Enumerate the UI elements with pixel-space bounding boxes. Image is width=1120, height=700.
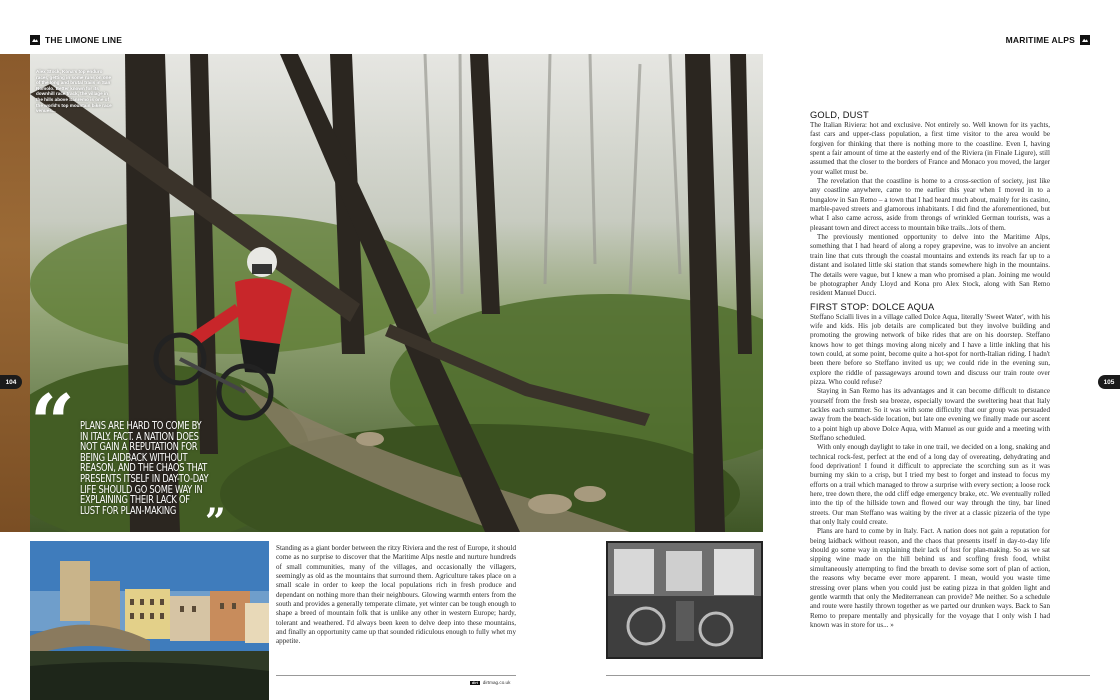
village-photo <box>30 541 269 700</box>
footer-rule-left <box>276 675 516 676</box>
mountain-logo-icon <box>1080 35 1090 45</box>
page-number-right: 105 <box>1098 375 1120 389</box>
page-number-left: 104 <box>0 375 22 389</box>
magazine-logo: dirt <box>472 680 478 685</box>
close-quote-mark: ” <box>205 501 226 532</box>
article-paragraph: Plans are hard to come by in Italy. Fact. A nation does not gain a reputation for being laidback without reason, and the chaos that presents itself in day-to-day life should go some way in explaining their lack of lust for plan-making. So as we sat sipping wine made on the hill behind us and scoffing fresh food, whilst simultaneously attempting to find the breath to devise some sort of plan of action, the reasons why became ever more apparent. I mean, would you waste time stressing over plans when you could just be eating pizza in that golden light and gentle warmth that only the Mediterranean can provide? Me neither. So a schedule and route were hastily thrown together as we parted our drunken ways. Back to San Remo to prepare mentally and physically for the voyage that I only wish I had known was in store for us... » <box>810 527 1050 629</box>
article-paragraph: With only enough daylight to take in one trail, we decided on a long, snaking and technical rock-fest, perfect at the end of a long day of overeating, dehydrating and food deprivation! I found it difficult to appreciate the scorching sun as it was burning my skin to a crisp, but I tried my best to forget and instead to focus my efforts on a trail which managed to throw a surprise with every section; a loose rock here, tree down there, the odd cliff edge emergency brake, etc. We eventually rolled into the tip of the hillside town and flowed our way through the tiny, bar lined streets. Our man Steffano was waiting by the river at a classic pizzeria of the type that only Italy could create. <box>810 443 1050 527</box>
article-column <box>810 110 1050 630</box>
article-paragraph: The Italian Riviera: hot and exclusive. Not entirely so. Well known for its yachts, fast cars and upper-class population, a first time visitor to the area would be forgiven for thinking that there is nothing more to the coastline. Even I, having spent a fair amount of time at the easterly end of the Riviera (in Finale Ligure), still assumed that the closer to the borders of France and Monaco you moved, the larger your wallet must be. <box>810 121 1050 176</box>
article-paragraph: The revelation that the coastline is home to a cross-section of society, just like any coastline anywhere, came to me earlier this year when I moved in to a bungalow in San Remo – a town that I had heard much about, mainly for its casino, marble-paved streets and glamorous inhabitants. I did find the aforementioned, but what I also came across, aside from throngs of wrinkled German tourists, was a pleasant town and direct access to mountain bike trails...lots of them. <box>810 177 1050 232</box>
section-heading-gold-dust: GOLD, DUST <box>810 110 869 120</box>
article-paragraph: Staying in San Remo has its advantages and it can become difficult to distance yourself from the fresh sea breeze, especially toward the sweltering heat that Italy tackles each summer. So it was with some difficulty that our group was persuaded away from the beach-side location, but late one evening we finally made our ascent to a point high up above Dolce Aqua, with Manuel as our guide and a meeting with Steffano scheduled. <box>810 387 1050 442</box>
photo-caption: Alex Stock, Kona's top enduro racer, getting in some runs on one of the long and brutal trails in San Romolo. Better known for its downhill race track, the village in the hills above Sanremo is one of the world's top mountain bike race venues... <box>36 69 112 114</box>
section-title-right: MARITIME ALPS <box>1005 35 1075 45</box>
village-illustration <box>30 541 269 700</box>
running-header-right <box>1006 34 1090 46</box>
mountain-logo-icon <box>30 35 40 45</box>
train-interior-photo <box>606 541 763 659</box>
folio <box>470 680 510 685</box>
open-quote-mark: “ <box>30 378 75 469</box>
train-interior-illustration <box>606 541 763 659</box>
pull-quote-text: PLANS ARE HARD TO COME BY IN ITALY. FACT. A NATION DOES NOT GAIN A REPUTATION FOR BEING LAIDBACK WITHOUT REASON, AND THE CHAOS THAT PRESENTS ITSELF IN DAY-TO-DAY LIFE SHOULD GO SOME WAY IN EXPLAINING THEIR LACK OF LUST FOR PLAN-MAKING <box>80 420 209 517</box>
section-heading-first-stop: FIRST STOP: DOLCE AQUA <box>810 301 935 312</box>
intro-paragraph: Standing as a giant border between the ritzy Riviera and the rest of Europe, it should come as no surprise to discover that the Maritime Alps nestle and nurture hundreds of small communities, many of the villages, and occasionally the villagers, seemingly as old as the mountains that surround them. Agriculture takes place on a small scale in order to keep the local populations rich in fresh produce and dependant on nothing more than their neighbours. Glowing warmth enters from the south and provides a generally temperate climate, yet winter can be tough enough to shape a breed of mountain folk that is unlike any other in western Europe; hardy, tolerant and weathered. I'd always been keen to delve deep into these mountains, and finally an opportunity came up that sounded ridiculous enough to fully whet my appetite. <box>276 544 516 646</box>
article-paragraph: Steffano Scialli lives in a village called Dolce Aqua, literally 'Sweet Water', with his wife and kids. His job details are complicated but they involve building and promoting the growing network of bike rides that are on his doorstep. Steffano knows how to get things moving along nicely and I have a little inkling that his town could, at some point, become quite a hot-spot for north-Italian riding. I hadn't been there before so Steffano invited us up; we could ride in the evening sun, explore the riddle of passageways around town and discuss our train route over pizza. Who could refuse? <box>810 312 1050 386</box>
hero-photo <box>30 54 763 532</box>
side-color-strip <box>0 54 30 532</box>
footer-rule-right <box>606 675 1090 676</box>
magazine-url: dirtmag.co.uk <box>482 680 511 685</box>
running-header-left <box>30 34 122 46</box>
section-title-left: THE LIMONE LINE <box>45 35 123 45</box>
article-paragraph: The previously mentioned opportunity to delve into the Maritime Alps, something that I had heard of along a ropey grapevine, was to involve an ancient train line that cuts through the coastal mountains and extends its reach far up to a distant and isolated little ski station that stands somewhere high in the mountains. The details were vague, but I knew a man who promised a plan. Joining me would be photographer Andy Lloyd and Kona pro Alex Stock, along with San Remo resident Manuel Ducci. <box>810 233 1050 298</box>
